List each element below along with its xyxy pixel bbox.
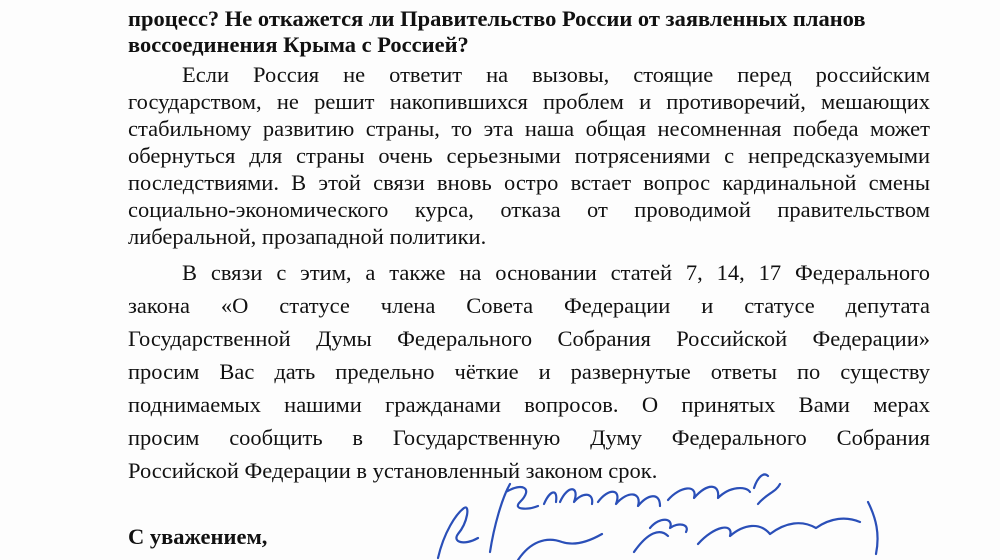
paragraph-line: закона «О статусе члена Совета Федерации и статусе депутата [128, 293, 930, 318]
paragraph-line: социально-экономического курса, отказа от проводимой правительством [128, 197, 930, 222]
paragraph-line: последствиями. В этой связи вновь остро встает вопрос кардинальной смены [128, 170, 930, 195]
paragraph-line: Государственной Думы Федерального Собрания Российской Федерации» [128, 326, 930, 351]
paragraph-line: Российской Федерации в установленный законом срок. [128, 458, 658, 483]
question-line: воссоединения Крыма с Россией? [128, 32, 469, 57]
paragraph-challenges [128, 61, 930, 250]
cut-off-top-line [128, 0, 948, 4]
paragraph-line: стабильному развитию страны, то эта наша общая несомненная победа может [128, 116, 930, 141]
paragraph-line: Если Россия не ответит на вызовы, стоящие перед российским [182, 62, 930, 87]
question-line: процесс? Не откажется ли Правительство России от заявленных планов [128, 6, 866, 31]
paragraph-line: В связи с этим, а также на основании статей 7, 14, 17 Федерального [182, 260, 930, 285]
paragraph-line: обернуться для страны очень серьезными потрясениями с непредсказуемыми [128, 143, 930, 168]
paragraph-line: просим Вас дать предельно чёткие и развернутые ответы по существу [128, 359, 930, 384]
handwritten-signature [398, 462, 898, 560]
paragraph-line: либеральной, прозападной политики. [128, 224, 487, 249]
paragraph-line: поднимаемых нашими гражданами вопросов. О принятых Вами мерах [128, 392, 930, 417]
paragraph-request [128, 256, 930, 487]
closing-salutation: С уважением, [128, 524, 268, 549]
paragraph-line: государством, не решит накопившихся проблем и противоречий, мешающих [128, 89, 930, 114]
question-text [128, 6, 936, 58]
paragraph-line: просим сообщить в Государственную Думу Федерального Собрания [128, 425, 930, 450]
